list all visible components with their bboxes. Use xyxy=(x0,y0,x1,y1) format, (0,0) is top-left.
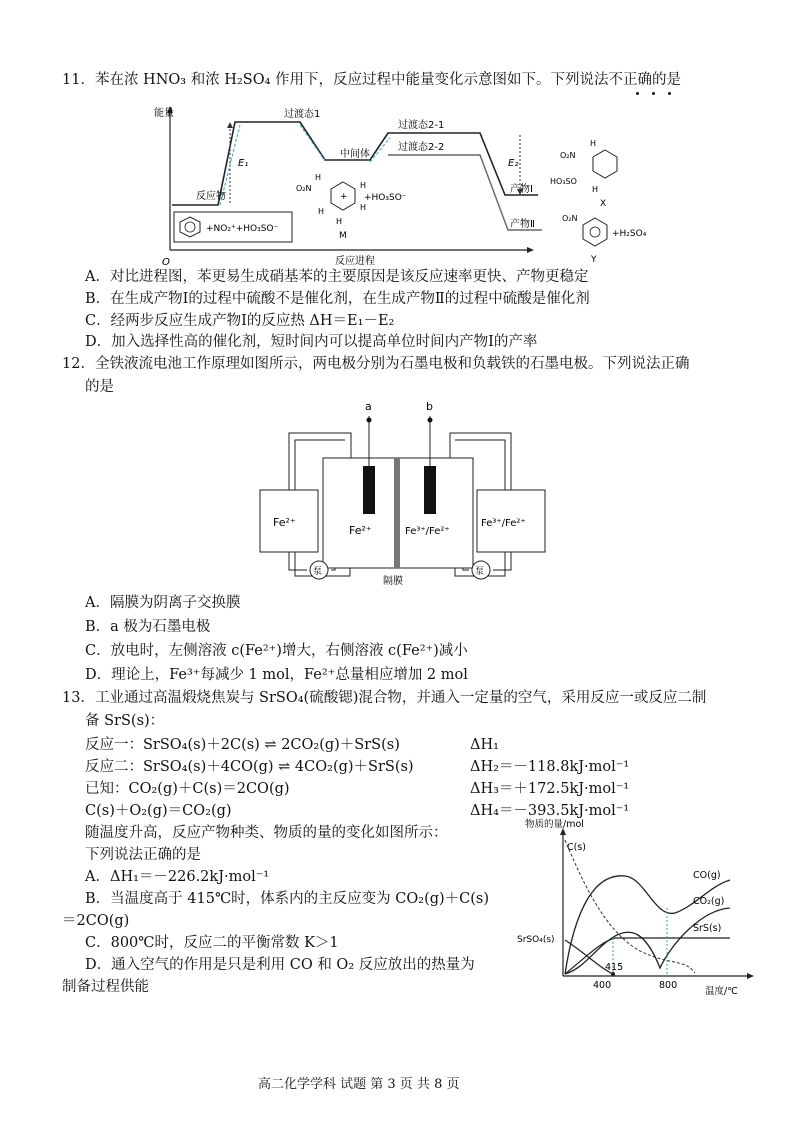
q13-reaction-2: 反应二：SrSO₄(s)＋4CO(g) ⇌ 4CO₂(g)＋SrS(s) xyxy=(85,759,414,775)
svg-text:+HO₃SO⁻: +HO₃SO⁻ xyxy=(364,193,407,203)
q13-option-b: B．当温度高于 415℃时，体系内的主反应变为 CO₂(g)＋C(s) xyxy=(85,891,490,907)
svg-text:泵: 泵 xyxy=(475,567,485,577)
svg-text:400: 400 xyxy=(593,980,612,991)
svg-text:产物Ⅱ: 产物Ⅱ xyxy=(510,219,535,230)
svg-text:O₂N: O₂N xyxy=(296,184,312,193)
q12-stem-cont: 的是 xyxy=(85,379,114,395)
svg-text:反应进程: 反应进程 xyxy=(335,256,375,267)
q13-option-d: D．通入空气的作用是只是利用 CO 和 O₂ 反应放出的热量为 xyxy=(85,957,475,973)
svg-text:E₂: E₂ xyxy=(508,158,519,169)
svg-text:H: H xyxy=(336,217,343,226)
svg-text:C(s): C(s) xyxy=(567,842,586,853)
q11-option-c: C．经两步反应生成产物Ⅰ的反应热 ΔH＝E₁－E₂ xyxy=(85,313,395,329)
q12-option-b: B．a 极为石墨电极 xyxy=(85,619,211,635)
temperature-graph xyxy=(515,818,760,998)
svg-text:+H₂SO₄: +H₂SO₄ xyxy=(612,229,647,239)
svg-text:H: H xyxy=(592,185,599,194)
svg-text:H: H xyxy=(590,139,597,148)
svg-text:E₁: E₁ xyxy=(238,158,249,169)
q12-stem: 12．全铁液流电池工作原理如图所示，两电极分别为石墨电极和负载铁的石墨电极。下列说法正确 xyxy=(62,356,690,372)
q13-stem-cont: 备 SrS(s)： xyxy=(85,713,165,729)
svg-text:物质的量/mol: 物质的量/mol xyxy=(525,819,584,830)
svg-text:H: H xyxy=(360,181,367,190)
svg-text:X: X xyxy=(600,199,607,209)
emphasis-dot xyxy=(652,92,655,95)
q13-option-a: A．ΔH₁＝－226.2kJ·mol⁻¹ xyxy=(85,869,270,885)
emphasis-dot xyxy=(668,92,671,95)
svg-text:415: 415 xyxy=(605,962,624,973)
svg-text:+: + xyxy=(340,192,348,202)
svg-text:a: a xyxy=(365,400,372,413)
q13-known-2: C(s)＋O₂(g)＝CO₂(g) xyxy=(85,803,232,819)
q13-option-c: C．800℃时，反应二的平衡常数 K＞1 xyxy=(85,935,339,951)
q13-reaction-1: 反应一：SrSO₄(s)＋2C(s) ⇌ 2CO₂(g)＋SrS(s) xyxy=(85,737,400,753)
svg-text:O₂N: O₂N xyxy=(562,214,578,223)
svg-text:产物Ⅰ: 产物Ⅰ xyxy=(510,184,533,195)
svg-text:中间体: 中间体 xyxy=(340,149,370,160)
q11-stem: 11．苯在浓 HNO₃ 和浓 H₂SO₄ 作用下，反应过程中能量变化示意图如下。下列说法不正确的是 xyxy=(62,72,682,88)
svg-text:Y: Y xyxy=(591,255,597,265)
battery-diagram xyxy=(255,398,555,588)
svg-text:H: H xyxy=(318,207,325,216)
svg-text:HO₃SO: HO₃SO xyxy=(550,177,577,186)
svg-text:M: M xyxy=(339,231,347,241)
svg-text:过渡态2-1: 过渡态2-1 xyxy=(398,120,445,131)
q11-option-b: B．在生成产物Ⅰ的过程中硫酸不是催化剂，在生成产物Ⅱ的过程中硫酸是催化剂 xyxy=(85,291,590,307)
q13-known-2-dh: ΔH₄＝－393.5kJ·mol⁻¹ xyxy=(470,803,630,819)
q13-option-d-cont: 制备过程供能 xyxy=(62,979,149,995)
q12-option-a: A．隔膜为阴离子交换膜 xyxy=(85,595,241,611)
svg-text:温度/℃: 温度/℃ xyxy=(705,986,738,997)
q13-line-a: 随温度升高，反应产物种类、物质的量的变化如图所示： xyxy=(85,825,448,841)
svg-text:Fe²⁺: Fe²⁺ xyxy=(349,524,372,537)
emphasis-dot xyxy=(636,92,639,95)
svg-text:过渡态2-2: 过渡态2-2 xyxy=(398,142,445,153)
energy-diagram xyxy=(150,100,660,270)
axis-y-label: 能量 xyxy=(154,108,174,119)
q12-option-d: D．理论上，Fe³⁺每减少 1 mol，Fe²⁺总量相应增加 2 mol xyxy=(85,667,468,683)
q13-known-1: 已知：CO₂(g)＋C(s)＝2CO(g) xyxy=(85,781,290,797)
svg-text:SrS(s): SrS(s) xyxy=(693,923,722,934)
svg-text:隔膜: 隔膜 xyxy=(383,576,403,587)
page-footer: 高二化学学科 试题 第 3 页 共 8 页 xyxy=(258,1077,460,1092)
q13-stem: 13．工业通过高温煅烧焦炭与 SrSO₄(硫酸锶)混合物，并通入一定量的空气，采用反应一或反应二制 xyxy=(62,690,707,706)
svg-text:+NO₂⁺+HO₃SO⁻: +NO₂⁺+HO₃SO⁻ xyxy=(206,224,279,234)
svg-text:H: H xyxy=(315,173,322,182)
q13-reaction-1-dh: ΔH₁ xyxy=(470,737,499,753)
q13-reaction-2-dh: ΔH₂＝－118.8kJ·mol⁻¹ xyxy=(470,759,630,775)
svg-text:CO₂(g): CO₂(g) xyxy=(693,896,725,907)
svg-text:CO(g): CO(g) xyxy=(693,870,721,881)
svg-text:b: b xyxy=(426,400,433,413)
svg-text:SrSO₄(s): SrSO₄(s) xyxy=(517,935,555,945)
q13-option-b-cont: ＝2CO(g) xyxy=(62,913,130,929)
svg-text:Fe²⁺: Fe²⁺ xyxy=(273,516,296,529)
svg-text:过渡态1: 过渡态1 xyxy=(284,109,321,120)
q11-option-a: A．对比进程图，苯更易生成硝基苯的主要原因是该反应速率更快、产物更稳定 xyxy=(85,269,589,285)
svg-text:800: 800 xyxy=(659,980,678,991)
q13-line-b: 下列说法正确的是 xyxy=(85,847,201,863)
svg-text:泵: 泵 xyxy=(313,567,323,577)
svg-text:O₂N: O₂N xyxy=(560,151,576,160)
svg-text:Fe³⁺/Fe²⁺: Fe³⁺/Fe²⁺ xyxy=(405,526,450,537)
q12-option-c: C．放电时，左侧溶液 c(Fe²⁺)增大，右侧溶液 c(Fe²⁺)减小 xyxy=(85,643,468,659)
svg-text:O: O xyxy=(162,257,170,268)
svg-text:Fe³⁺/Fe²⁺: Fe³⁺/Fe²⁺ xyxy=(481,518,526,529)
q11-option-d: D．加入选择性高的催化剂，短时间内可以提高单位时间内产物Ⅰ的产率 xyxy=(85,334,538,350)
svg-text:H: H xyxy=(360,203,367,212)
svg-text:反应物: 反应物 xyxy=(196,191,226,202)
q13-known-1-dh: ΔH₃＝＋172.5kJ·mol⁻¹ xyxy=(470,781,630,797)
